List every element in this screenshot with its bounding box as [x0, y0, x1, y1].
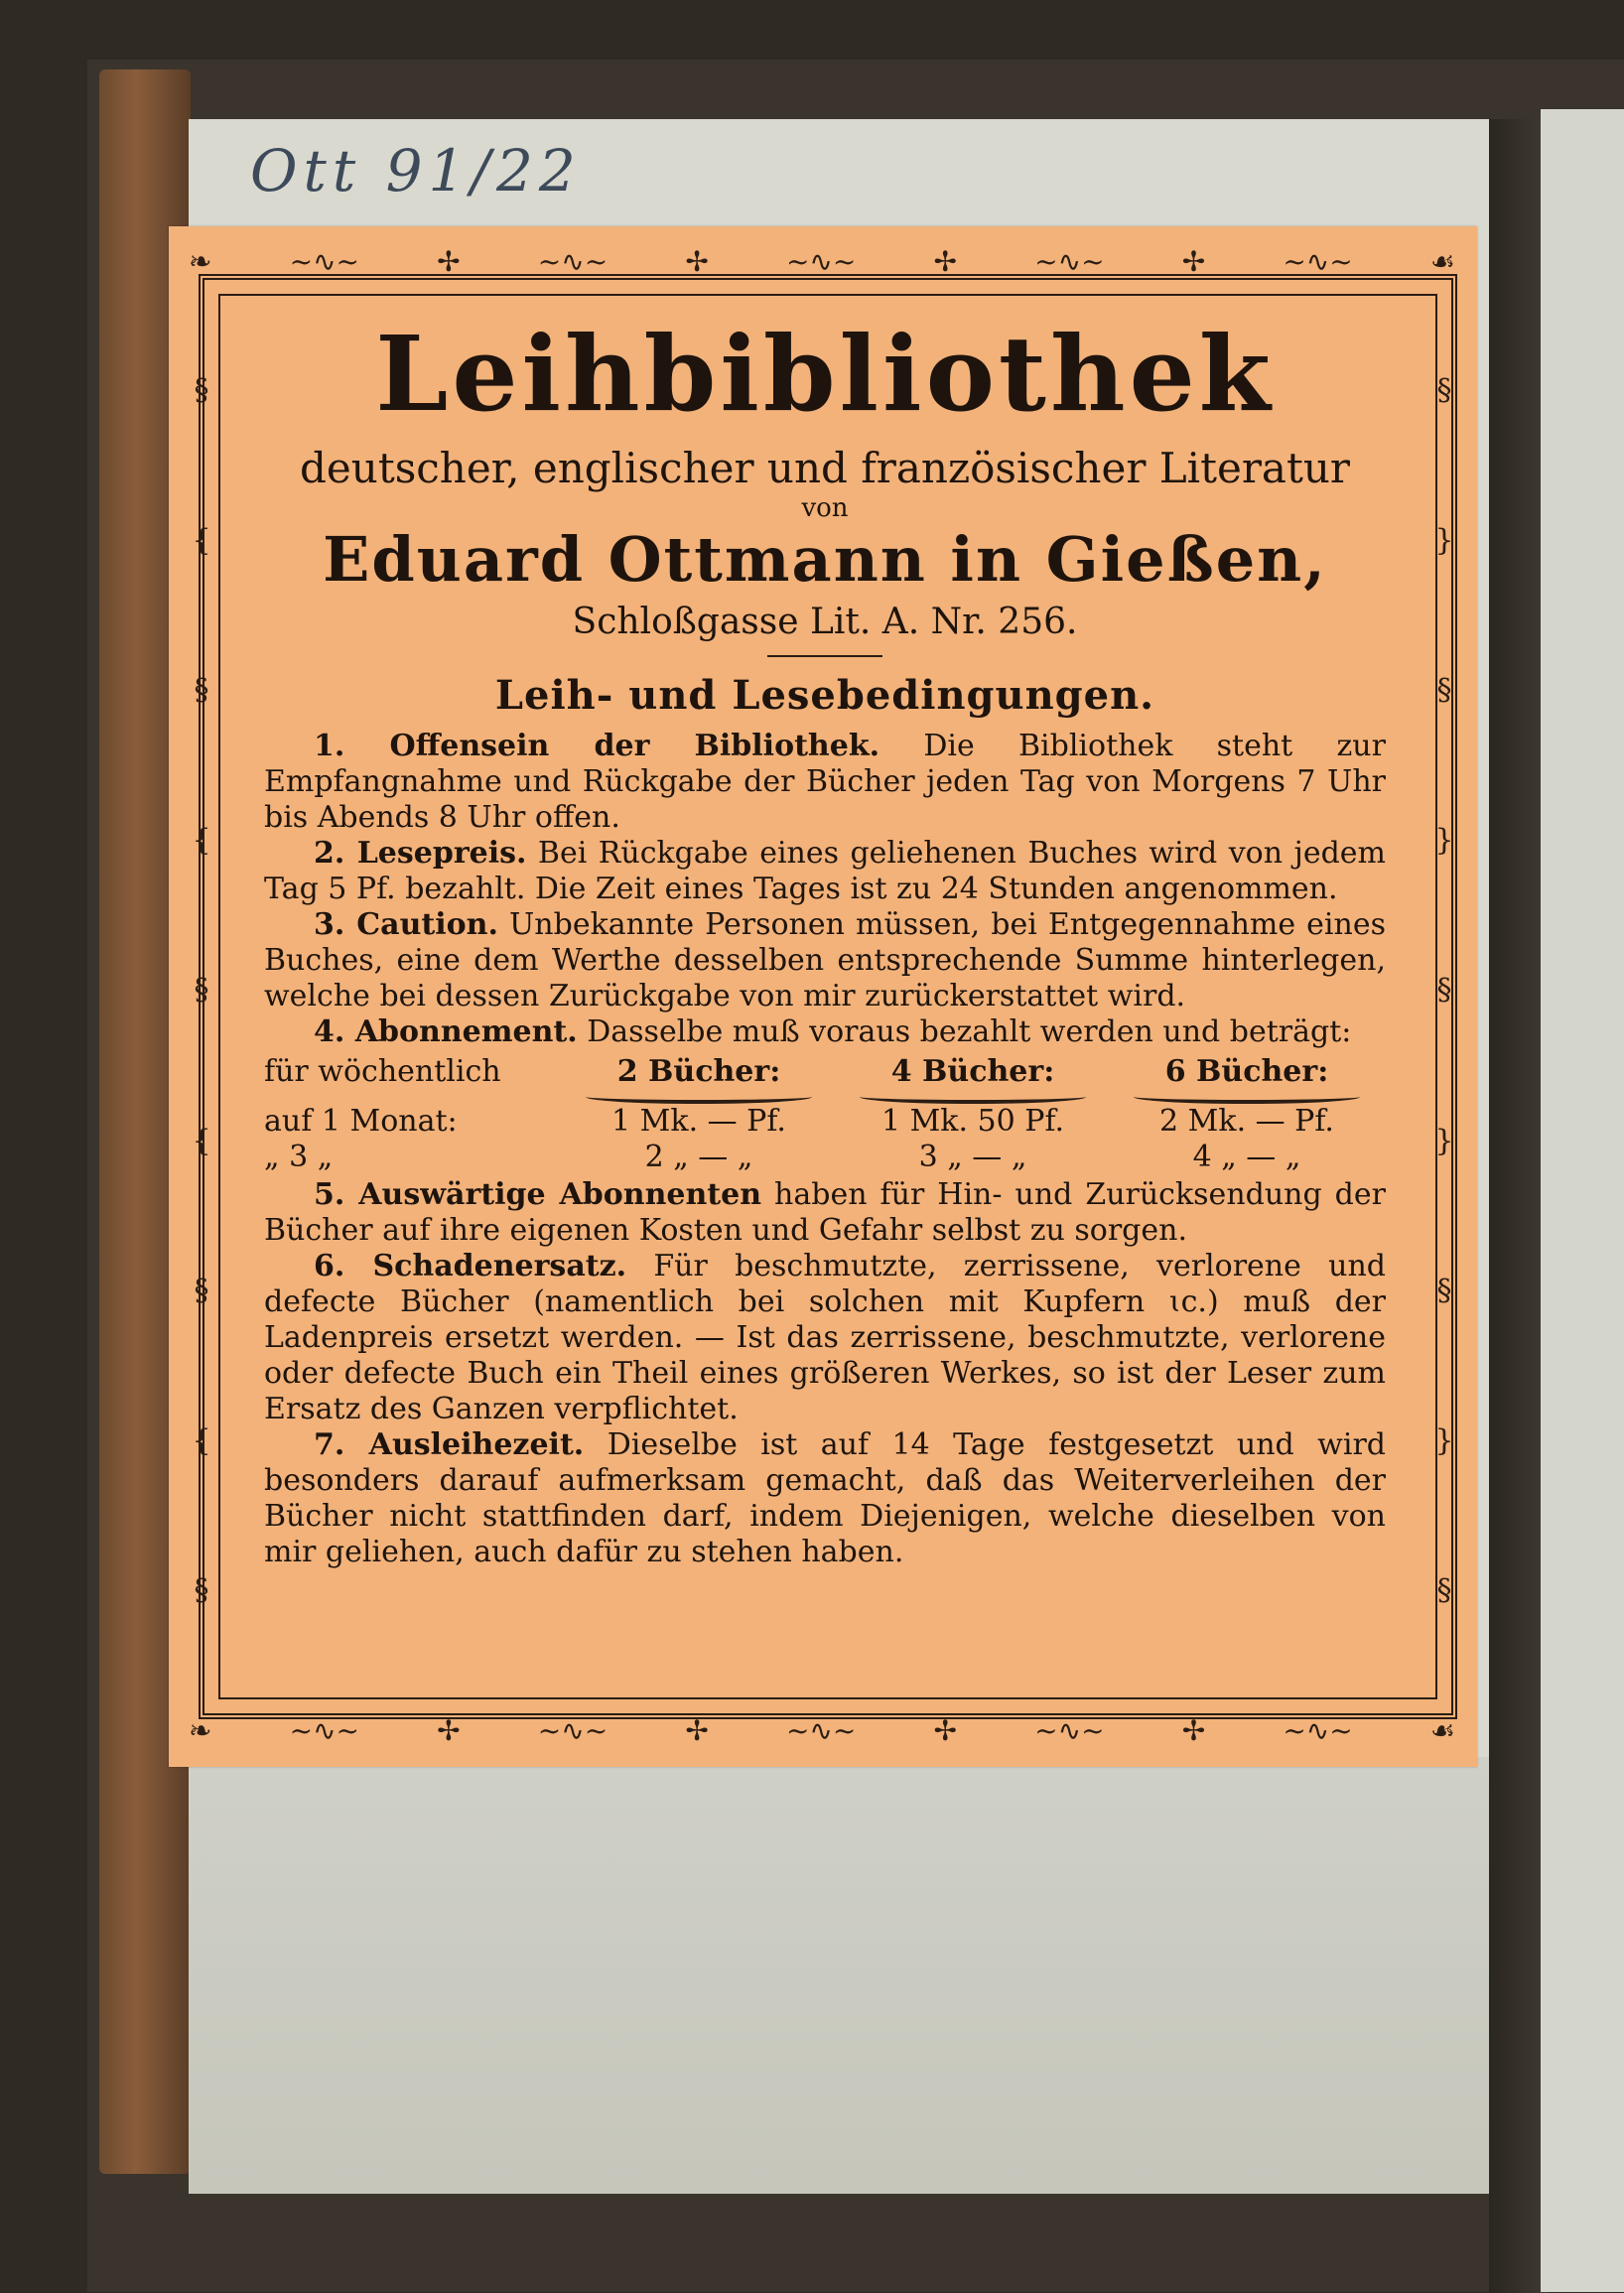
library-label	[169, 226, 1477, 1767]
conditions-heading: Leih- und Lesebedingungen.	[494, 672, 1155, 719]
rates-table	[264, 1054, 1386, 1175]
rule-3	[264, 907, 1386, 1014]
label-content	[264, 296, 1386, 1570]
rates-r1-c1: 1 Mk. — Pf.	[611, 1104, 786, 1139]
rule-7-text: Dieselbe ist auf 14 Tage festgesetzt und wird besonders darauf aufmerksam gemacht, daß das Weiterverleihen der Bücher nicht stattfinden darf, indem Diejenigen, welche dieselben von mir geliehen, auch dafür zu stehen haben.	[264, 1427, 1387, 1569]
rates-head-6: 6 Bücher:	[1110, 1054, 1384, 1104]
rule-1	[264, 729, 1386, 836]
rates-header-row	[264, 1054, 1386, 1104]
rule-5	[264, 1177, 1386, 1249]
rule-7-lead: 7. Ausleihezeit.	[314, 1427, 585, 1462]
rule-1-lead: 1. Offensein der Bibliothek.	[314, 729, 880, 763]
ornament-left: § { § { § { § { §	[192, 373, 211, 1608]
label-subtitle: deutscher, englischer und französischer Literatur	[300, 444, 1350, 492]
rates-row-1	[264, 1104, 1386, 1140]
rule-4	[264, 1014, 1386, 1050]
rates-r1-c3: 2 Mk. — Pf.	[1159, 1104, 1334, 1139]
ornament-bottom: ❧ ~∿~ ✢ ~∿~ ✢ ~∿~ ✢ ~∿~ ✢ ~∿~ ☙	[189, 1713, 1455, 1747]
rule-2-lead: 2. Lesepreis.	[314, 836, 527, 871]
rule-3-text: Unbekannte Personen müssen, bei Entgegennahme eines Buches, eine dem Werthe desselben entsprechende Summe hinterlegen, welche bei dessen Zurückgabe von mir zurückerstattet wird.	[264, 907, 1386, 1013]
rates-r2-c3: 4 „ — „	[1192, 1140, 1301, 1174]
rule-7	[264, 1427, 1386, 1570]
rule-1-text: Die Bibliothek steht zur Empfangnahme und Rückgabe der Bücher jeden Tag von Morgens 7 Uhr bis Abends 8 Uhr offen.	[264, 729, 1386, 835]
rule-5-lead: 5. Auswärtige Abonnenten	[314, 1177, 762, 1212]
rule-4-text: Dasselbe muß voraus bezahlt werden und beträgt:	[577, 1014, 1352, 1049]
rule-5-text: haben für Hin- und Zurücksendung der Bücher auf ihre eigenen Kosten und Gefahr selbst zu sorgen.	[264, 1177, 1386, 1248]
label-von: von	[801, 493, 849, 523]
rates-head-label: für wöchentlich	[264, 1054, 501, 1089]
rule-3-lead: 3. Caution.	[314, 907, 498, 942]
rates-head-2: 2 Bücher:	[562, 1054, 836, 1104]
rule-6-lead: 6. Schadenersatz.	[314, 1249, 627, 1283]
rates-r2-c1: 2 „ — „	[644, 1140, 753, 1174]
ornament-top: ❧ ~∿~ ✢ ~∿~ ✢ ~∿~ ✢ ~∿~ ✢ ~∿~ ☙	[189, 244, 1455, 278]
divider	[767, 655, 882, 657]
label-title: Leihbibliothek	[375, 313, 1275, 435]
rule-6	[264, 1249, 1386, 1427]
rule-2	[264, 836, 1386, 907]
rule-4-lead: 4. Abonnement.	[314, 1014, 578, 1049]
pastedown-shade	[189, 1757, 1509, 2194]
rates-r2-label: „ 3 „	[264, 1140, 334, 1174]
label-address: Schloßgasse Lit. A. Nr. 256.	[572, 602, 1078, 642]
rates-r1-c2: 1 Mk. 50 Pf.	[880, 1104, 1065, 1139]
shelfmark: Ott 91/22	[250, 137, 582, 204]
rates-r1-label: auf 1 Monat:	[264, 1104, 458, 1139]
rule-6-text: Für beschmutzte, zerrissene, verlorene und defecte Bücher (namentlich bei solchen mit Kupfern ɩc.) muß der Ladenpreis ersetzt werden. — Ist das zerrissene, beschmutzte, verlorene oder defecte Buch ein Theil eines größeren Werkes, so ist der Leser zum Ersatz des Ganzen verpflichtet.	[264, 1249, 1386, 1426]
rates-head-4: 4 Bücher:	[836, 1054, 1110, 1104]
facing-page-edge	[1541, 109, 1624, 2292]
rule-2-text: Bei Rückgabe eines geliehenen Buches wird von jedem Tag 5 Pf. bezahlt. Die Zeit eines Tages ist zu 24 Stunden angenommen.	[264, 836, 1386, 906]
rates-row-2	[264, 1140, 1386, 1175]
label-owner: Eduard Ottmann in Gießen,	[323, 523, 1327, 596]
rates-r2-c2: 3 „ — „	[918, 1140, 1027, 1174]
spine-gutter	[1489, 119, 1549, 2293]
ornament-right: § } § } § } § } §	[1434, 373, 1454, 1608]
